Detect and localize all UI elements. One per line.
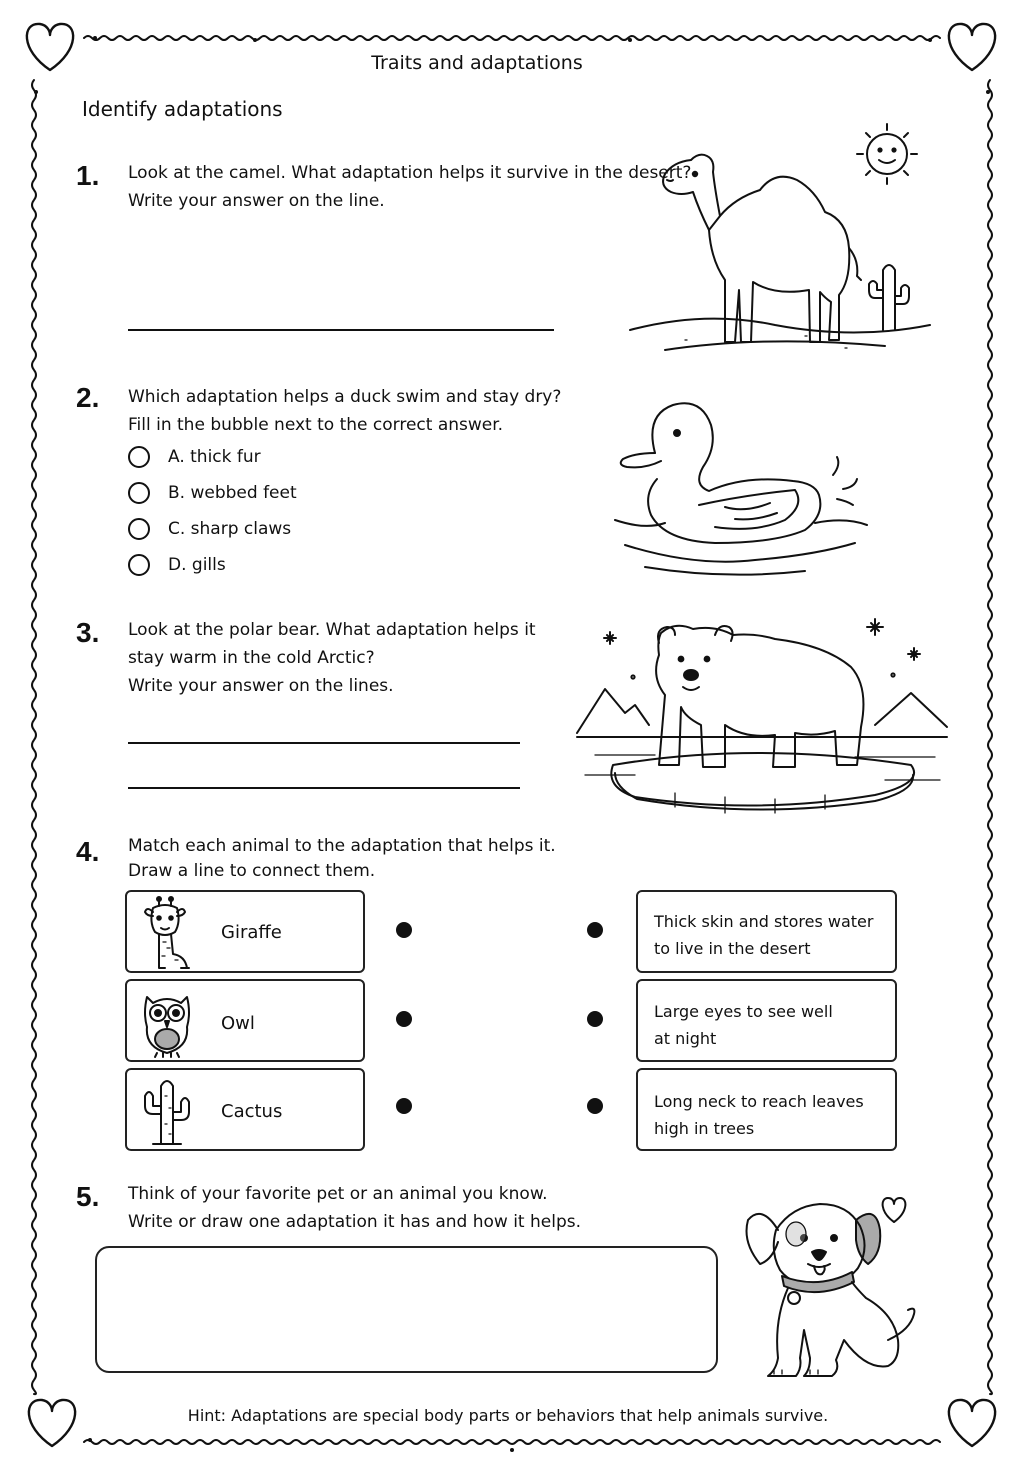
question-2-line: Which adaptation helps a duck swim and stay dry? <box>128 387 562 407</box>
puppy-illustration <box>748 1190 923 1385</box>
question-2-line: Fill in the bubble next to the correct answer. <box>128 415 504 435</box>
option-c[interactable] <box>128 516 291 542</box>
question-4-line: Match each animal to the adaptation that helps it. <box>128 836 556 856</box>
answer-line[interactable] <box>128 787 520 789</box>
option-label: D. gills <box>168 555 226 575</box>
question-2-number: 2. <box>76 382 100 413</box>
question-3-line: Write your answer on the lines. <box>128 676 394 696</box>
adaptation-line: Large eyes to see well <box>654 1002 833 1021</box>
match-dot-left[interactable] <box>396 1098 412 1114</box>
owl-icon <box>139 987 195 1059</box>
match-dot-left[interactable] <box>396 922 412 938</box>
answer-line[interactable] <box>128 329 554 331</box>
question-1-text <box>128 159 692 215</box>
adaptation-text <box>654 908 894 962</box>
answer-bubble[interactable] <box>128 554 150 576</box>
animal-box-cactus <box>125 1068 365 1151</box>
question-5-line: Write or draw one adaptation it has and how it helps. <box>128 1212 582 1232</box>
match-dot-right[interactable] <box>587 922 603 938</box>
question-5-number: 5. <box>76 1181 100 1212</box>
answer-bubble[interactable] <box>128 446 150 468</box>
hint-text: Hint: Adaptations are special body parts or behaviors that help animals survive. <box>187 1406 829 1425</box>
option-label: B. webbed feet <box>168 483 297 503</box>
heart-icon <box>883 1198 906 1222</box>
match-dot-right[interactable] <box>587 1011 603 1027</box>
question-3-line: stay warm in the cold Arctic? <box>128 648 375 668</box>
question-5-line: Think of your favorite pet or an animal you know. <box>128 1184 548 1204</box>
answer-bubble[interactable] <box>128 482 150 504</box>
question-1-number: 1. <box>76 160 100 191</box>
animal-label: Giraffe <box>221 922 282 943</box>
duck-illustration <box>605 395 875 580</box>
worksheet-subtitle: Identify adaptations <box>82 97 283 121</box>
heart-icon <box>949 24 995 70</box>
worksheet-title: Traits and adaptations <box>371 52 583 74</box>
option-a[interactable] <box>128 444 261 470</box>
adaptation-line: high in trees <box>654 1119 755 1138</box>
answer-line[interactable] <box>128 742 520 744</box>
question-5-text <box>128 1180 668 1236</box>
option-label: A. thick fur <box>168 447 261 467</box>
question-4-line: Draw a line to connect them. <box>128 861 376 881</box>
adaptation-text <box>654 1088 894 1142</box>
polar-bear-illustration <box>575 615 950 825</box>
cactus-icon <box>139 1074 195 1150</box>
question-4-number: 4. <box>76 836 100 867</box>
sun-icon <box>857 124 917 184</box>
question-1-line: Write your answer on the line. <box>128 191 385 211</box>
question-3-line: Look at the polar bear. What adaptation helps it <box>128 620 536 640</box>
match-dot-right[interactable] <box>587 1098 603 1114</box>
camel-illustration <box>625 120 935 360</box>
adaptation-text <box>654 998 894 1052</box>
adaptation-line: Thick skin and stores water <box>654 912 874 931</box>
match-dot-left[interactable] <box>396 1011 412 1027</box>
animal-box-giraffe <box>125 890 365 973</box>
adaptation-line: at night <box>654 1029 717 1048</box>
adaptation-line: Long neck to reach leaves <box>654 1092 864 1111</box>
option-d[interactable] <box>128 552 226 578</box>
adaptation-box <box>636 1068 897 1151</box>
adaptation-line: to live in the desert <box>654 939 811 958</box>
question-1-line: Look at the camel. What adaptation helps it survive in the desert? <box>128 163 692 183</box>
question-2-text <box>128 383 668 439</box>
drawing-answer-box[interactable] <box>95 1246 718 1373</box>
option-b[interactable] <box>128 480 297 506</box>
adaptation-box <box>636 890 897 973</box>
animal-label: Owl <box>221 1013 255 1034</box>
question-4-text <box>128 834 668 884</box>
animal-box-owl <box>125 979 365 1062</box>
answer-bubble[interactable] <box>128 518 150 540</box>
giraffe-icon <box>137 896 197 972</box>
adaptation-box <box>636 979 897 1062</box>
question-3-number: 3. <box>76 617 100 648</box>
animal-label: Cactus <box>221 1101 283 1122</box>
cactus-icon <box>869 265 909 330</box>
option-label: C. sharp claws <box>168 519 292 539</box>
